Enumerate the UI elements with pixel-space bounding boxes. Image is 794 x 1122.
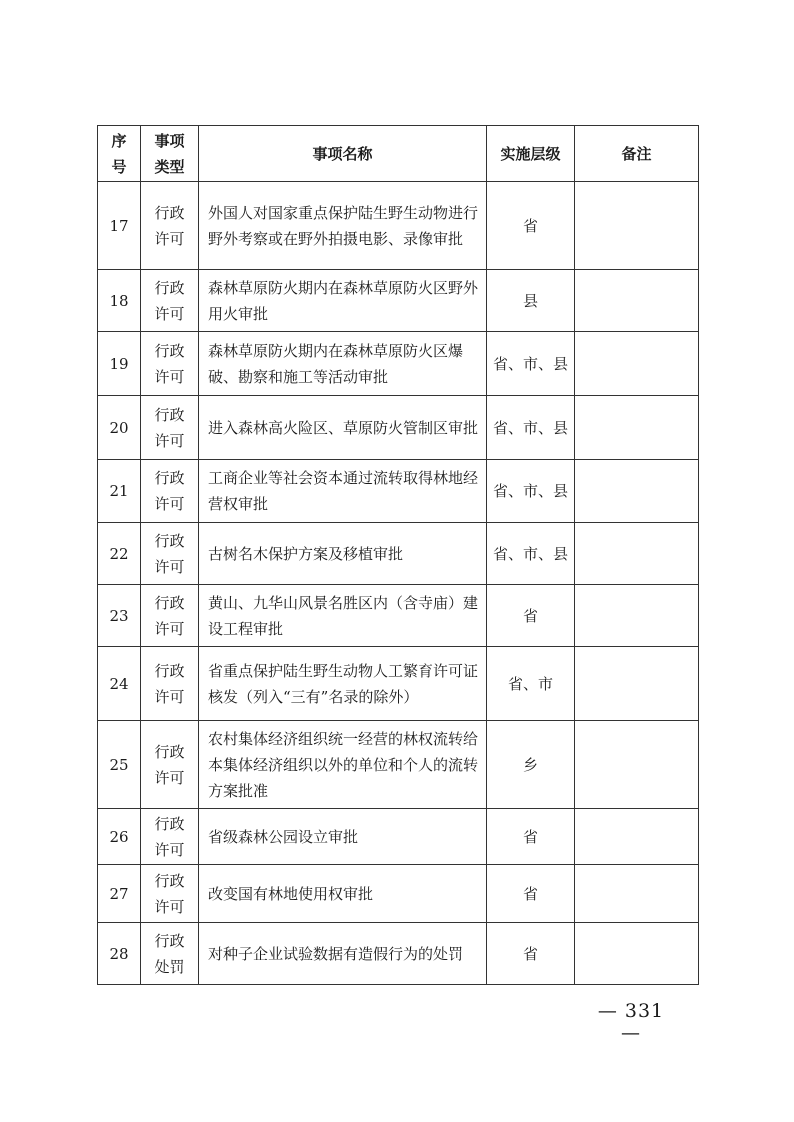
header-num-line: 号: [111, 157, 127, 176]
row-num: 17: [98, 182, 141, 270]
row-num: 22: [98, 523, 141, 585]
row-num: 24: [98, 647, 141, 721]
header-name: 事项名称: [199, 126, 487, 182]
table-row: [98, 721, 699, 809]
row-note: [575, 865, 699, 923]
row-type: [141, 460, 199, 523]
row-type: [141, 721, 199, 809]
row-type: [141, 396, 199, 460]
table-row: [98, 460, 699, 523]
row-type-line: 许可: [154, 768, 185, 787]
row-type-line: 行政: [154, 341, 185, 360]
row-note: [575, 923, 699, 985]
row-type: [141, 523, 199, 585]
table-row: [98, 270, 699, 332]
row-level: 省、市、县: [487, 523, 575, 585]
row-note: [575, 647, 699, 721]
row-type-line: 许可: [154, 557, 185, 576]
row-type-line: 许可: [154, 897, 185, 916]
row-name: 工商企业等社会资本通过流转取得林地经营权审批: [199, 460, 487, 523]
row-type-line: 行政: [154, 742, 185, 761]
row-level: 乡: [487, 721, 575, 809]
row-name: 进入森林高火险区、草原防火管制区审批: [199, 396, 487, 460]
row-type-line: 许可: [154, 431, 185, 450]
row-num: 23: [98, 585, 141, 647]
table-row: [98, 396, 699, 460]
items-table: [97, 125, 699, 985]
row-type-line: 行政: [154, 871, 185, 890]
header-note: 备注: [575, 126, 699, 182]
row-name: 外国人对国家重点保护陆生野生动物进行野外考察或在野外拍摄电影、录像审批: [199, 182, 487, 270]
row-num: 18: [98, 270, 141, 332]
row-name: 森林草原防火期内在森林草原防火区野外用火审批: [199, 270, 487, 332]
header-type: [141, 126, 199, 182]
page-number: — 331 —: [597, 1000, 665, 1044]
row-num: 28: [98, 923, 141, 985]
row-type-line: 许可: [154, 304, 185, 323]
row-name: 省级森林公园设立审批: [199, 809, 487, 865]
row-type: [141, 270, 199, 332]
row-type: [141, 923, 199, 985]
row-level: 省、市、县: [487, 396, 575, 460]
table-row: [98, 809, 699, 865]
row-type-line: 行政: [154, 469, 185, 487]
table-row: [98, 647, 699, 721]
row-name: 森林草原防火期内在森林草原防火区爆破、勘察和施工等活动审批: [199, 332, 487, 396]
row-type-line: 行政: [154, 661, 185, 680]
table-row: [98, 182, 699, 270]
row-note: [575, 809, 699, 865]
row-num: 19: [98, 332, 141, 396]
table-row: [98, 523, 699, 585]
header-type-line: 事项: [154, 131, 185, 150]
row-num: 27: [98, 865, 141, 923]
row-type-line: 许可: [154, 495, 185, 513]
row-name: 对种子企业试验数据有造假行为的处罚: [199, 923, 487, 985]
row-type-line: 行政: [154, 405, 185, 424]
header-row: [98, 126, 699, 182]
row-level: 省: [487, 865, 575, 923]
row-note: [575, 182, 699, 270]
row-num: 25: [98, 721, 141, 809]
row-type-line: 行政: [154, 531, 185, 550]
row-level: 省、市、县: [487, 460, 575, 523]
row-note: [575, 460, 699, 523]
row-type-line: 许可: [154, 840, 185, 859]
table-row: [98, 923, 699, 985]
row-type-line: 处罚: [154, 957, 185, 976]
row-level: 省、市: [487, 647, 575, 721]
row-name: 黄山、九华山风景名胜区内（含寺庙）建设工程审批: [199, 585, 487, 647]
row-type: [141, 647, 199, 721]
row-level: 省、市、县: [487, 332, 575, 396]
row-type: [141, 865, 199, 923]
row-type: [141, 182, 199, 270]
header-level: 实施层级: [487, 126, 575, 182]
row-num: 26: [98, 809, 141, 865]
row-type-line: 许可: [154, 229, 185, 248]
row-type-line: 行政: [154, 278, 185, 297]
row-level: 省: [487, 585, 575, 647]
row-type-line: 许可: [154, 687, 185, 706]
row-type-line: 许可: [154, 367, 185, 386]
row-type-line: 行政: [154, 203, 185, 222]
table-row: [98, 332, 699, 396]
header-num-line: 序: [111, 131, 127, 150]
row-note: [575, 270, 699, 332]
row-type-line: 行政: [154, 814, 185, 833]
row-level: 省: [487, 182, 575, 270]
row-name: 改变国有林地使用权审批: [199, 865, 487, 923]
header-num: [98, 126, 141, 182]
header-type-line: 类型: [154, 157, 185, 176]
row-note: [575, 396, 699, 460]
row-num: 20: [98, 396, 141, 460]
table-row: [98, 865, 699, 923]
row-level: 县: [487, 270, 575, 332]
row-name: 古树名木保护方案及移植审批: [199, 523, 487, 585]
table-row: [98, 585, 699, 647]
row-type-line: 许可: [154, 619, 185, 638]
row-type: [141, 332, 199, 396]
row-type-line: 行政: [154, 931, 185, 950]
row-level: 省: [487, 923, 575, 985]
row-level: 省: [487, 809, 575, 865]
row-type: [141, 585, 199, 647]
row-note: [575, 585, 699, 647]
row-name: 农村集体经济组织统一经营的林权流转给本集体经济组织以外的单位和个人的流转方案批准: [199, 721, 487, 809]
row-name: 省重点保护陆生野生动物人工繁育许可证核发（列入“三有”名录的除外）: [199, 647, 487, 721]
row-note: [575, 332, 699, 396]
row-type: [141, 809, 199, 865]
row-num: 21: [98, 460, 141, 523]
row-note: [575, 523, 699, 585]
row-type-line: 行政: [154, 593, 185, 612]
row-note: [575, 721, 699, 809]
